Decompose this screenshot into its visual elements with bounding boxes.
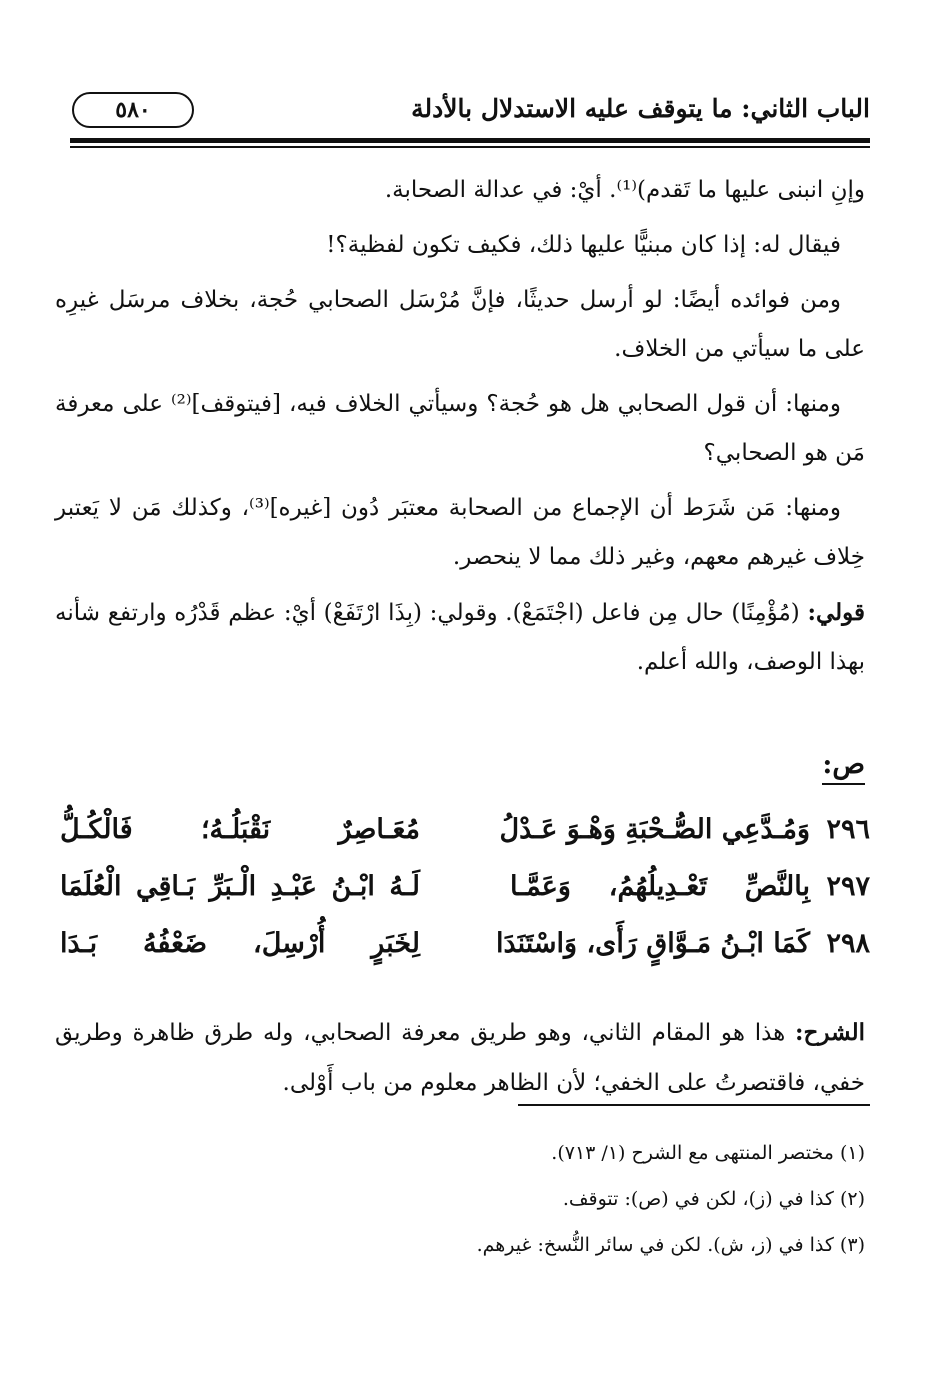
qawli-text: (مُؤْمِنًا) حال مِن فاعل (اجْتَمَعْ). وقولي: (بِذَا ارْتَفَعْ) أيْ: عظم قَدْرُه وارتفع شأنه بهذا الوصف، والله أعلم. [55, 600, 865, 675]
header-rule-thick [70, 138, 870, 143]
main-text [55, 166, 865, 693]
verse-line [60, 922, 870, 979]
commentary-paragraph [55, 1008, 865, 1108]
verse-second-hemistich: لَـهُ ابْـنُ عَبْـدِ الْـبَرِّ بَـاقِي الْعُلَمَا [60, 871, 420, 902]
verse-second-hemistich: لِخَبَرٍ أُرْسِلَ، ضَعْفُهُ بَـدَا [60, 928, 420, 959]
header-rule-thin [70, 146, 870, 148]
paragraph: ومنها: مَن شَرَط أن الإجماع من الصحابة معتبَر دُون [غيره]⁽³⁾، وكذلك مَن لا يَعتبر خِلاف غيرهم معهم، وغير ذلك مما لا ينحصر. [55, 495, 865, 570]
section-label: ص: [822, 748, 865, 785]
paragraph: ومن فوائده أيضًا: لو أرسل حديثًا، فإنَّ مُرْسَل الصحابي حُجة، بخلاف مرسَل غيرِه على ما سيأتي من الخلاف. [55, 287, 865, 362]
footnote-separator [518, 1104, 870, 1106]
verse-number: ٢٩٧ [826, 871, 870, 902]
paragraph: وإنِ انبنى عليها ما تَقدم)⁽¹⁾. أيْ: في عدالة الصحابة. [384, 177, 865, 203]
footnote: (١) مختصر المنتهى مع الشرح (١/ ٧١٣). [551, 1142, 865, 1164]
verse-first-hemistich: بِالنَّصِّ تَعْـدِيلُهُمُ، وَعَمَّـا [510, 871, 810, 902]
verse-line [60, 865, 870, 922]
chapter-title: الباب الثاني: ما يتوقف عليه الاستدلال بالأدلة [411, 94, 870, 123]
qawli-lead: قولي: [807, 599, 865, 626]
verse-line [60, 808, 870, 865]
verse-second-hemistich: مُعَـاصِرٌ نَقْبَلُـهُ؛ فَالْكُـلُّ [60, 814, 420, 845]
verse-first-hemistich: كَمَا ابْـنُ مَـوَّاقٍ رَأَى، وَاسْتَنَدَا [495, 928, 810, 959]
commentary-text: هذا هو المقام الثاني، وهو طريق معرفة الصحابي، وله طرق ظاهرة وطريق خفي، فاقتصرتُ على الخفي؛ لأن الظاهر معلوم من باب أَوْلى. [55, 1020, 865, 1096]
qawli-paragraph [55, 588, 865, 687]
verse-number: ٢٩٨ [826, 928, 870, 959]
paragraph: ومنها: أن قول الصحابي هل هو حُجة؟ وسيأتي الخلاف فيه، [فيتوقف]⁽²⁾ على معرفة مَن هو الصحابي؟ [55, 391, 865, 466]
commentary-lead: الشرح: [795, 1019, 865, 1046]
verse-block [60, 808, 870, 979]
page-number-badge: ٥٨٠ [72, 92, 194, 128]
verse-number: ٢٩٦ [826, 814, 870, 845]
footnote: (٣) كذا في (ز، ش). لكن في سائر النُّسخ: غيرهم. [476, 1234, 865, 1256]
footnote: (٢) كذا في (ز)، لكن في (ص): تتوقف. [562, 1188, 865, 1210]
paragraph: فيقال له: إذا كان مبنيًّا عليها ذلك، فكيف تكون لفظية؟! [326, 232, 841, 258]
footnotes [105, 1130, 865, 1268]
verse-first-hemistich: وَمُـدَّعِي الصُّـحْبَةِ وَهْـوَ عَـدْلُ [499, 814, 810, 845]
page-header [70, 88, 870, 134]
